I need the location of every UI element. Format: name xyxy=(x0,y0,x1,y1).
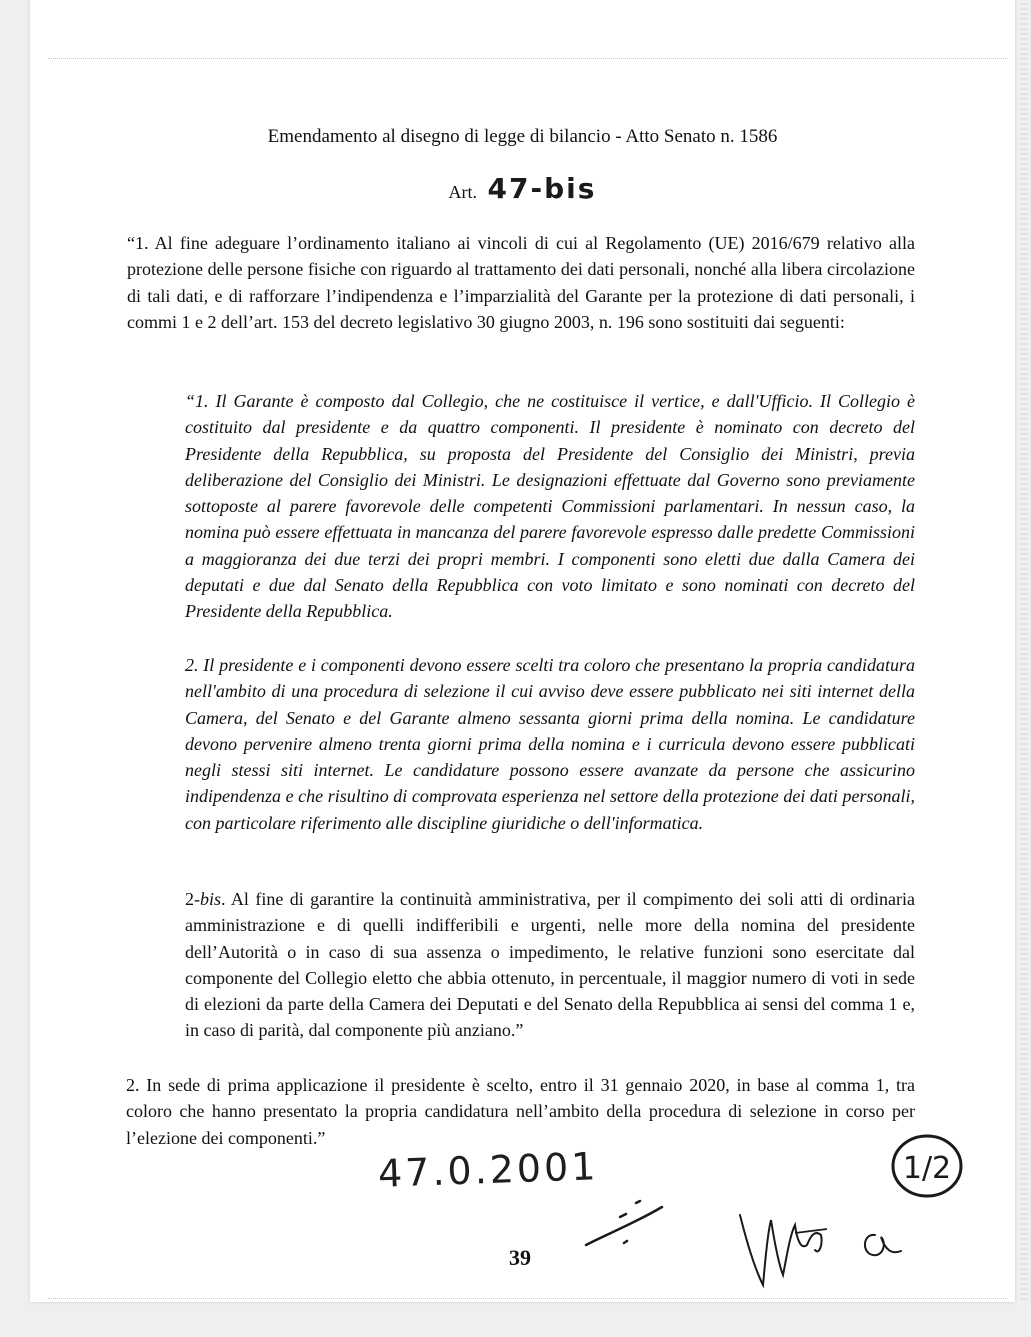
article-label: Art. xyxy=(448,182,478,202)
comma-body: . Al fine di garantire la continuità amministrativa, per il compimento dei soli atti di ordinaria amministrazione e di quelli indifferibili e urgenti, nelle more della nomina del presidente dell’Autorità o in caso di sua assenza o impedimento, le relative funzioni sono esercitate dal componente del Collegio eletto che abbia ottenuto, in percentuale, il maggior numero di voti in sede di elezioni da parte della Camera dei Deputati e del Senato della Repubblica ai sensi del comma 1 e, in caso di parità, dal componente più anziano.” xyxy=(185,889,915,1041)
scan-top-border xyxy=(48,58,1008,59)
handwritten-code: 47.0.2001 xyxy=(377,1144,600,1196)
quoted-comma-2: 2. Il presidente e i componenti devono essere scelti tra coloro che presentano la propria candidatura nell'ambito di una procedura di selezione il cui avviso deve essere pubblicato nei siti internet della Camera, del Senato e del Garante almeno sessanta giorni prima della nomina. Le candidature devono pervenire almeno trenta giorni prima della nomina e i curricula devono essere pubblicati negli stessi siti internet. Le candidature possono essere avanzate da persone che assicurino indipendenza e che risultino di comprovata esperienza nel settore della protezione dei dati personali, con particolare riferimento alle discipline giuridiche o dell'informatica. xyxy=(185,655,915,833)
comma-number: 2- xyxy=(185,889,200,909)
article-number-handwritten: 47-bis xyxy=(487,172,597,205)
handwritten-fraction-circle xyxy=(888,1132,966,1200)
paragraph-1: “1. Al fine adeguare l’ordinamento italiano ai vincoli di cui al Regolamento (UE) 2016/679 relativo alla protezione delle persone fisiche con riguardo al trattamento dei dati personali, nonché alla libera circolazione di tali dati, e di rafforzare l’indipendenza e l’imparzialità del Garante per la protezione di dati personali, i commi 1 e 2 dell’art. 153 del decreto legislativo 30 giugno 2003, n. 196 sono sostituiti dai seguenti: xyxy=(127,233,915,332)
scan-bottom-border xyxy=(48,1298,1008,1299)
article-heading xyxy=(30,172,1015,205)
handwritten-signature xyxy=(735,1205,910,1295)
paragraph-2: 2. In sede di prima applicazione il presidente è scelto, entro il 31 gennaio 2020, in base al comma 1, tra coloro che hanno presentato la propria candidatura nell’ambito della procedura di selezione in corso per l’elezione dei componenti.” xyxy=(126,1075,915,1148)
handwritten-fraction: 1/2 xyxy=(902,1151,952,1186)
document-title: Emendamento al disegno di legge di bilancio - Atto Senato n. 1586 xyxy=(267,126,778,147)
quoted-comma-2-bis xyxy=(185,886,915,1044)
quoted-comma-1: “1. Il Garante è composto dal Collegio, che ne costituisce il vertice, e dall'Ufficio. Il Collegio è costituito dal presidente e da quattro componenti. Il presidente è nominato con decreto del Presidente della Repubblica, su proposta del Presidente del Consiglio dei Ministri, previa deliberazione del Consiglio dei Ministri. Le designazioni effettuate dal Governo sono previamente sottoposte al parere favorevole delle competenti Commissioni parlamentari. In nessun caso, la nomina può essere effettuata in mancanza del parere favorevole espresso dalle predette Commissioni a maggioranza dei due terzi dei propri membri. I componenti sono eletti due dalla Camera dei deputati e due dal Senato della Repubblica con voto limitato e sono nominati con decreto del Presidente della Repubblica. xyxy=(185,391,915,622)
handwritten-initial-mark xyxy=(580,1195,670,1255)
scan-edge-marks xyxy=(1020,0,1028,1302)
page-number: 39 xyxy=(509,1245,531,1270)
comma-bis-suffix: bis xyxy=(200,889,222,909)
